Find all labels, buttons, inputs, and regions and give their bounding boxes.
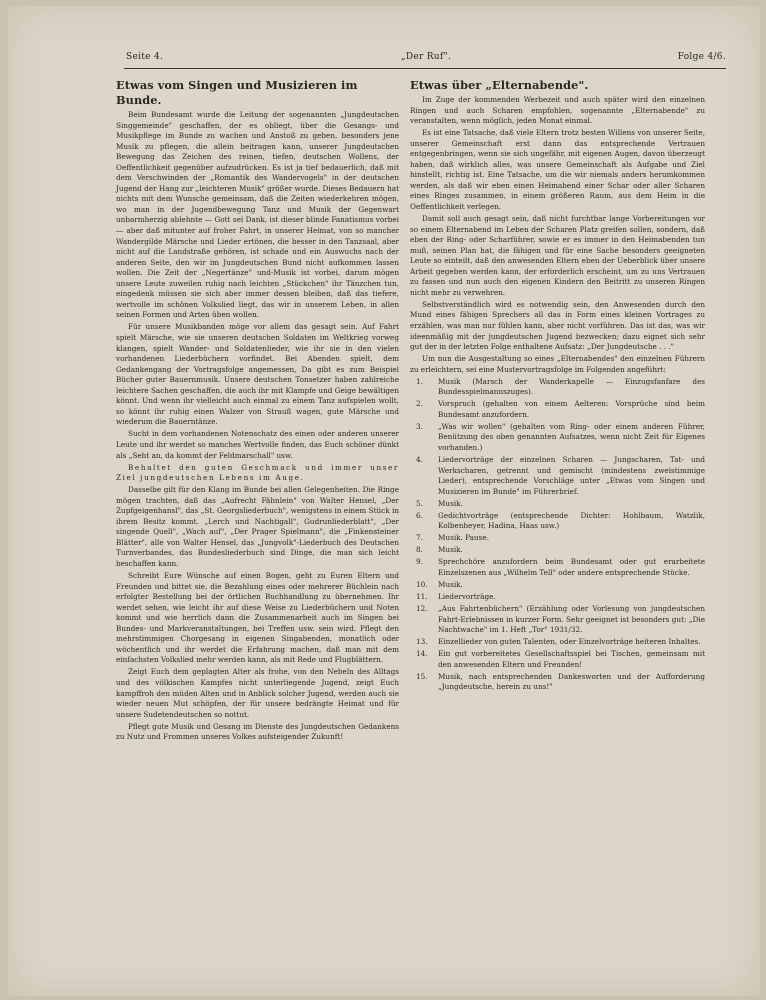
program-item-text: Musik. [438, 498, 463, 508]
program-item [410, 557, 705, 578]
program-item [410, 604, 705, 636]
program-item-number: 5. [416, 498, 423, 508]
program-item-text: Liedervorträge. [438, 592, 496, 602]
program-item-text: Liedervorträge der einzelnen Scharen — Jungscharen, Tat- und Werkscharen, getrennt und gemischt (mindestens zweistimmige Lieder), entsprechende Vorschläge unter „Etwas vom Singen und Musizieren im Bunde" im Führerbrief. [438, 455, 705, 496]
program-item-text: Ein gut vorbereitetes Gesellschaftsspiel bei Tischen, gemeinsam mit den anwesenden Eltern und Freunden! [438, 649, 705, 669]
program-item [410, 545, 705, 556]
program-item-text: Sprechchöre anzufordern beim Bundesamt oder gut erarbeitete Einzelszenen aus „Wilhelm Tell" oder andere entsprechende Stücke. [438, 557, 705, 578]
program-item-number: 13. [416, 637, 428, 647]
article-paragraph: Schreibt Eure Wünsche auf einen Bogen, geht zu Euren Eltern und Freunden und bittet sie, die Bezahlung eines oder mehrerer Büchlein nach erfolgter Bestellung bei der örtlichen Buchhandlung zu übernehmen. Ihr werdet sehen, wie leicht ihr auf diese Weise zu Liederbüchern und Noten kommt und wie herrlich dann die Zusammenarbeit auch im Singen bei Bundes- und Markveranstaltungen, bei Treffen usw. sein wird. Pflegt den mehrstimmigen Chorgesang in eigenen Singabenden, monatlich oder wöchentlich und ihr werdet die Erfahrung machen, daß man mit dem einfachsten Volkslied mehr werden kann, als mit Rede und Flugblättern. [116, 571, 399, 665]
article-paragraph: Um nun die Ausgestaltung so eines „Elternabendes" den einzelnen Führern zu erleichtern, sei eine Mustervortragsfolge im Folgenden angeführt: [410, 354, 705, 374]
program-item-number: 8. [416, 545, 423, 555]
program-item-number: 6. [416, 510, 423, 520]
issue-number: Folge 4/6. [677, 52, 726, 62]
header-rule [124, 68, 726, 69]
article-title-parents-evenings: Etwas über „Elternabende". [410, 78, 589, 92]
program-item [410, 533, 705, 544]
article-paragraph: Zeigt Euch dem geplagten Alter als frohe, von den Nebeln des Alltags und des völkischen Kampfes nicht unterliegende Jugend, zeigt Euch kampffroh den müden Alten und in Anblick solcher Jugend, werden auch sie wieder neuen Mut schöpfen, der für unsere bedrängte Heimat und für unsere Sudetendeutschen so nottut. [116, 667, 399, 719]
program-item-number: 3. [416, 421, 423, 431]
program-item-number: 7. [416, 533, 423, 543]
program-item-text: Musik. [438, 545, 463, 555]
program-item-text: Einzellieder von guten Talenten, oder Einzelvorträge heiteren Inhaltes. [438, 637, 701, 647]
article-paragraph: Dasselbe gilt für den Klang im Bunde bei allen Gelegenheiten. Die Ringe mögen trachten, daß das „Aufrecht Fähnlein" von Walter Hensel, „Der Zupfgeigenhansl", das „St. Georgsliederbuch", wenigstens in einem Stück in ihrem Besitz kommt. „Lerch und Nachtigall", Gudrunliederblatt", „Der singende Quell", „Wach auf", „Der Prager Spielmann", die „Finkensteiner Blätter", alle von Walter Hensel, das „Jungvolk"-Liederbuch des Deutschen Turnverbandes, das Bundesliederbuch sind Dinge, die man sich leicht beschaffen kann. [116, 485, 399, 568]
publication-title: „Der Ruf". [400, 52, 452, 62]
program-item-text: Musik. [438, 580, 463, 590]
program-item-text: Musik. Pause. [438, 533, 489, 543]
program-item-text: Musik (Marsch der Wanderkapelle — Einzugsfanfare des Bundesspielmannszuges). [438, 376, 705, 397]
newspaper-page [8, 6, 760, 996]
program-item-text: „Aus Fahrtenbüchern" (Erzählung oder Vorlesung von jungdeutschen Fahrt-Erlebnissen in kurzer Form. Sehr geeignet ist besonders gut: „Die Nachtwache" im 1. Heft „Tor" 1931/32. [438, 604, 705, 635]
article-paragraph: Für unsere Musikbanden möge vor allem das gesagt sein. Auf Fahrt spielt Märsche, wie sie unseren deutschen Soldaten im Weltkrieg vorweg klangen, spielt Wander- und Soldatenlieder, wie ihr sie in den vielen vorhandenen Liederbüchern vorfindet. Bei Abenden spielt, dem Gedankengang der Vortragsfolge angemessen, Da gibt es zum Beispiel Bücher guter Bauernmusik. Unsere deutschen Tonsetzer haben zahlreiche leichtere Sachen geschaffen, die auch ihr mit Klampfe und Geige bewältigen könnt. Und wenn ihr vielleicht auch einmal zu einem Tanz aufspielen wollt, so könnt ihr ruhig einen Walzer von Strauß wagen, gute Märsche und wiederum die Bauerntänze. [116, 322, 399, 427]
article-paragraph: Im Zuge der kommenden Werbezeit und auch später wird den einzelnen Ringen und auch Scharen empfohlen, sogenannte „Elternabende" zu veranstalten, wenn möglich, jeden Monat einmal. [410, 95, 705, 126]
program-item [410, 580, 705, 591]
program-item-number: 10. [416, 580, 428, 590]
program-item [410, 637, 705, 648]
program-item [410, 511, 705, 532]
program-item-number: 12. [416, 604, 428, 614]
program-item [410, 672, 705, 693]
article-paragraph: Beim Bundesamt wurde die Leitung der sogenannten „Jungdeutschen Singgemeinde" geschaffen, der es obliegt, über die Gesangs- und Musikpflege im Bunde zu wachen und Anstoß zu geben, besonders jene Musik zu pflegen, die allein beitragen kann, unserer Jungdeutschen Bewegung das Zeichen des reinen, tiefen, deutschen Wollens, der Oeffentlichkeit gegenüber aufzudrücken. Es ist ja tief bedauerlich, daß mit dem Verschwinden der „Romantik des Wandervogels" in der deutschen Jugend der Hang zur „leichteren Musik" größer wurde. Dieses Bedauern hat nichts mit dem Wunsche gemeinsam, daß die Zeiten wiederkehren mögen, wo man in der Jugendbewegung Tanz und Musik der Gegenwart unbarmherzig ablehnte — Gott sei Dank, ist dieser blinde Fanatismus vorbei — aber daß mitunter auf froher Fahrt, in unserer Heimat, von so mancher Wandergilde Märsche und Lieder ertönen, die besser in den Tanzsaal, aber nicht auf die Landstraße gehören, ist schade und ein Auswuchs nach der anderen Seite, den wir im Jungdeutschen Bund nicht aufkommen lassen wollen. Die Zeit der „Negertänze" und-Musik ist vorbei, darum mögen unsere Leute zuweilen ruhig nach leichten „Stückchen" ihr Tänzchen tun, eingedenk müssen sie sich aber immer dessen bleiben, daß das tiefere, wertvolle im schönen Volkslied liegt, das wir in unserem Leben, in allen seinen Formen und Arten üben wollen. [116, 110, 399, 320]
program-item-text: Vorspruch (gehalten von einem Aelteren: Vorsprüche sind beim Bundesamt anzufordern. [438, 399, 705, 419]
program-item [410, 499, 705, 510]
program-item-number: 11. [416, 592, 428, 602]
program-item-number: 2. [416, 399, 423, 409]
program-item-number: 9. [416, 557, 423, 567]
article-title-singing: Etwas vom Singen und Musizieren im Bunde. [116, 78, 358, 107]
article-paragraph: Pflegt gute Musik und Gesang im Dienste des Jungdeutschen Gedankens zu Nutz und Frommen unseres Volkes aufsteigender Zukunft! [116, 721, 399, 742]
program-item-number: 4. [416, 455, 423, 465]
program-item [410, 649, 705, 670]
article-paragraph: Sucht in dem vorhandenen Notenschatz des einen oder anderen unserer Leute und ihr werdet so manches Wertvolle finden, das Euch schöner dünkt als „Seht an, da kommt der Feldmarschall" usw. [116, 429, 399, 460]
program-item-text: Musik, nach entsprechenden Dankesworten und der Aufforderung „Jungdeutsche, herein zu uns!" [438, 671, 705, 692]
right-column [410, 78, 705, 695]
program-item-number: 14. [416, 649, 428, 659]
program-item-number: 1. [416, 376, 423, 386]
page-number: Seite 4. [126, 52, 164, 62]
program-item-number: 15. [416, 671, 428, 681]
program-item [410, 592, 705, 603]
article-paragraph: Es ist eine Tatsache, daß viele Eltern trotz besten Willens von unserer Seite, unserer Gemeinschaft erst dann das entsprechende Vertrauen entgegenbringen, wenn sie sich ungefähr, mit eigenen Augen, davon überzeugt haben, daß wirklich alles, was unsere Gemeinschaft als Aufgabe und Ziel hinstellt, richtig ist. Eine Tatsache, um die wir niemals anders herumkommen werden, als daß wir eben einen Heimabend einer Schar oder aller Scharen eines Ringes zusammen, in einem größeren Raum, aus dem Heim in die Oeffentlichkeit verlegen. [410, 128, 705, 211]
program-item [410, 377, 705, 398]
program-list [410, 377, 705, 693]
page-header [126, 52, 726, 66]
program-item-text: Gedichtvorträge (entsprechende Dichter: Hohlbaum, Watzlik, Kolbenheyer, Hadina, Haas usw.) [438, 510, 705, 531]
article-paragraph: Damit soll auch gesagt sein, daß nicht furchtbar lange Vorbereitungen vor so einem Elternabend im Leben der Scharen Platz greifen sollen, sondern, daß eben der Ring- oder Scharführer, sowie er es immer in den Heimabenden tun muß, seinen Plan hat, die fähigen und für eine Sache besonders geeigneten Leute so einteilt, daß den anwesenden Eltern eben der Ueberblick über unsere Arbeit gegeben werden kann, der erforderlich erscheint, um zu uns Vertrauen zu fassen und nun auch den eigenen Kindern den Beitritt zu unseren Ringen nicht mehr zu verwehren. [410, 214, 705, 297]
program-item [410, 422, 705, 454]
article-paragraph-emphasis: Behaltet den guten Geschmack und immer unser Ziel jungdeutschen Lebens im Auge. [116, 462, 399, 483]
program-item [410, 455, 705, 497]
left-column [116, 78, 399, 744]
program-item-text: „Was wir wollen" (gehalten vom Ring- oder einem anderen Führer, Benützung des oben genannten Aufsatzes, wenn nicht Zeit für Eigenes vorhanden.) [438, 421, 705, 452]
program-item [410, 399, 705, 420]
article-paragraph: Selbstverständlich wird es notwendig sein, den Anwesenden durch den Mund eines fähigen Sprechers all das in Form eines kleinen Vortrages zu erzählen, was man nur fühlen kann, aber nicht vorführen. Das ist das, was wir ideenmäßig mit der jungdeutschen Jugend bezwecken; dazu eignet sich sehr gut der in der letzten Folge enthaltene Aufsatz: „Der Jungdeutsche . . ." [410, 299, 705, 352]
